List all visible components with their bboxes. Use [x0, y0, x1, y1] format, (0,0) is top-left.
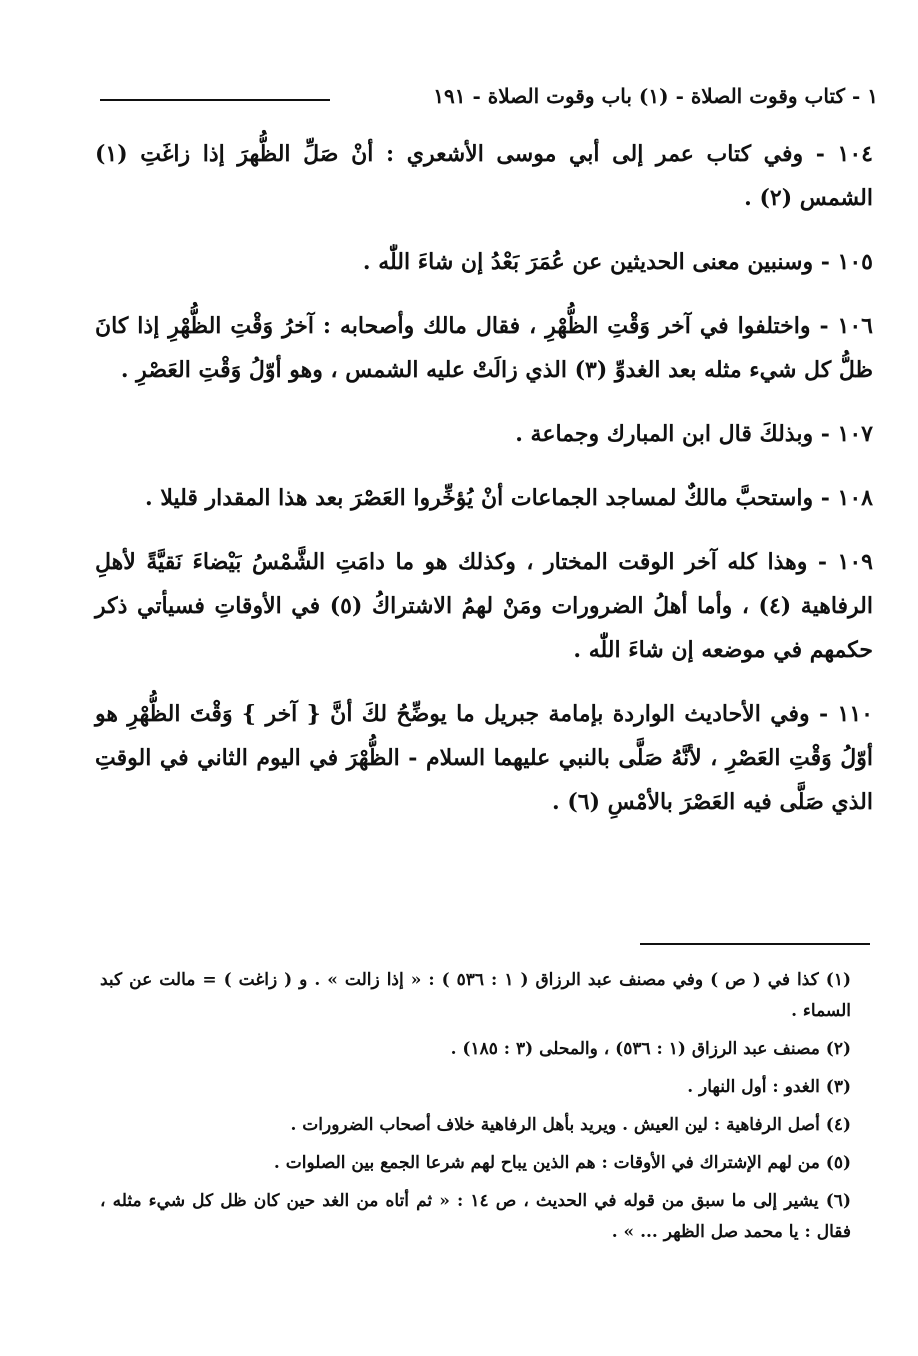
- footnote-1: (١) كذا في ( ص ) وفي مصنف عبد الرزاق ( ١ : ٥٣٦ ) : « إذا زالت » . و ( زاغت ) = مالت عن كبد السماء .: [100, 970, 851, 1021]
- footnote-divider: [640, 943, 870, 945]
- paragraph-110: ١١٠ - وفي الأحاديث الواردة بإمامة جبريل ما يوضِّحُ لكَ أنَّ { آخر } وَقْتَ الظُّهْرِ هو أوّلُ وَقْتِ العَصْرِ ، لأنَّهُ صَلَّى بالنبي عليهما السلام - الظُّهْرَ في اليوم الثاني في الوقتِ الذي صَلَّى فيه العَصْرَ بالأمْسِ (٦) .: [95, 701, 873, 815]
- header-rule: [100, 99, 330, 101]
- paragraph-104: ١٠٤ - وفي كتاب عمر إلى أبي موسى الأشعري : أنْ صَلِّ الظُّهرَ إذا زاغَتِ (١) الشمس (٢) .: [95, 141, 873, 211]
- paragraph-105: ١٠٥ - وسنبين معنى الحديثين عن عُمَرَ بَعْدُ إن شاءَ اللّٰه .: [362, 249, 873, 275]
- footnote-3: (٣) الغدو : أول النهار .: [687, 1077, 851, 1097]
- paragraph-108: ١٠٨ - واستحبَّ مالكٌ لمساجد الجماعات أنْ يُؤخِّروا العَصْرَ بعد هذا المقدار قليلا .: [145, 485, 873, 511]
- footnote-5: (٥) من لهم الإشتراك في الأوقات : هم الذين يباح لهم شرعا الجمع بين الصلوات .: [273, 1153, 851, 1173]
- main-text: [95, 132, 873, 844]
- paragraph-107: ١٠٧ - وبذلكَ قال ابن المبارك وجماعة .: [515, 421, 873, 447]
- running-header: [100, 82, 878, 122]
- footnotes: [100, 965, 873, 1255]
- footnote-6: (٦) يشير إلى ما سبق من قوله في الحديث ، ص ١٤ : « ثم أتاه من الغد حين كان ظل كل شيء مثله ، فقال : يا محمد صل الظهر ... » .: [100, 1191, 851, 1242]
- running-title: ١ - كتاب وقوت الصلاة - (١) باب وقوت الصلاة - ١٩١: [433, 84, 878, 108]
- paragraph-109: ١٠٩ - وهذا كله آخر الوقت المختار ، وكذلك هو ما دامَتِ الشَّمْسُ بَيْضاءَ نَقيَّةً لأهلِ الرفاهية (٤) ، وأما أهلُ الضرورات ومَنْ لهمُ الاشتراكُ (٥) في الأوقاتِ فسيأتي ذكر حكمهم في موضعه إن شاءَ اللّٰه .: [95, 549, 873, 663]
- footnote-2: (٢) مصنف عبد الرزاق (١ : ٥٣٦) ، والمحلى (٣ : ١٨٥) .: [450, 1039, 851, 1059]
- paragraph-106: ١٠٦ - واختلفوا في آخر وَقْتِ الظُّهْرِ ، فقال مالك وأصحابه : آخرُ وَقْتِ الظُّهْرِ إذا كانَ ظلُّ كل شيء مثله بعد الغدوِّ (٣) الذي زالَتْ عليه الشمس ، وهو أوّلُ وَقْتِ العَصْرِ .: [95, 313, 873, 383]
- footnote-4: (٤) أصل الرفاهية : لين العيش . ويريد بأهل الرفاهية خلاف أصحاب الضرورات .: [290, 1115, 851, 1135]
